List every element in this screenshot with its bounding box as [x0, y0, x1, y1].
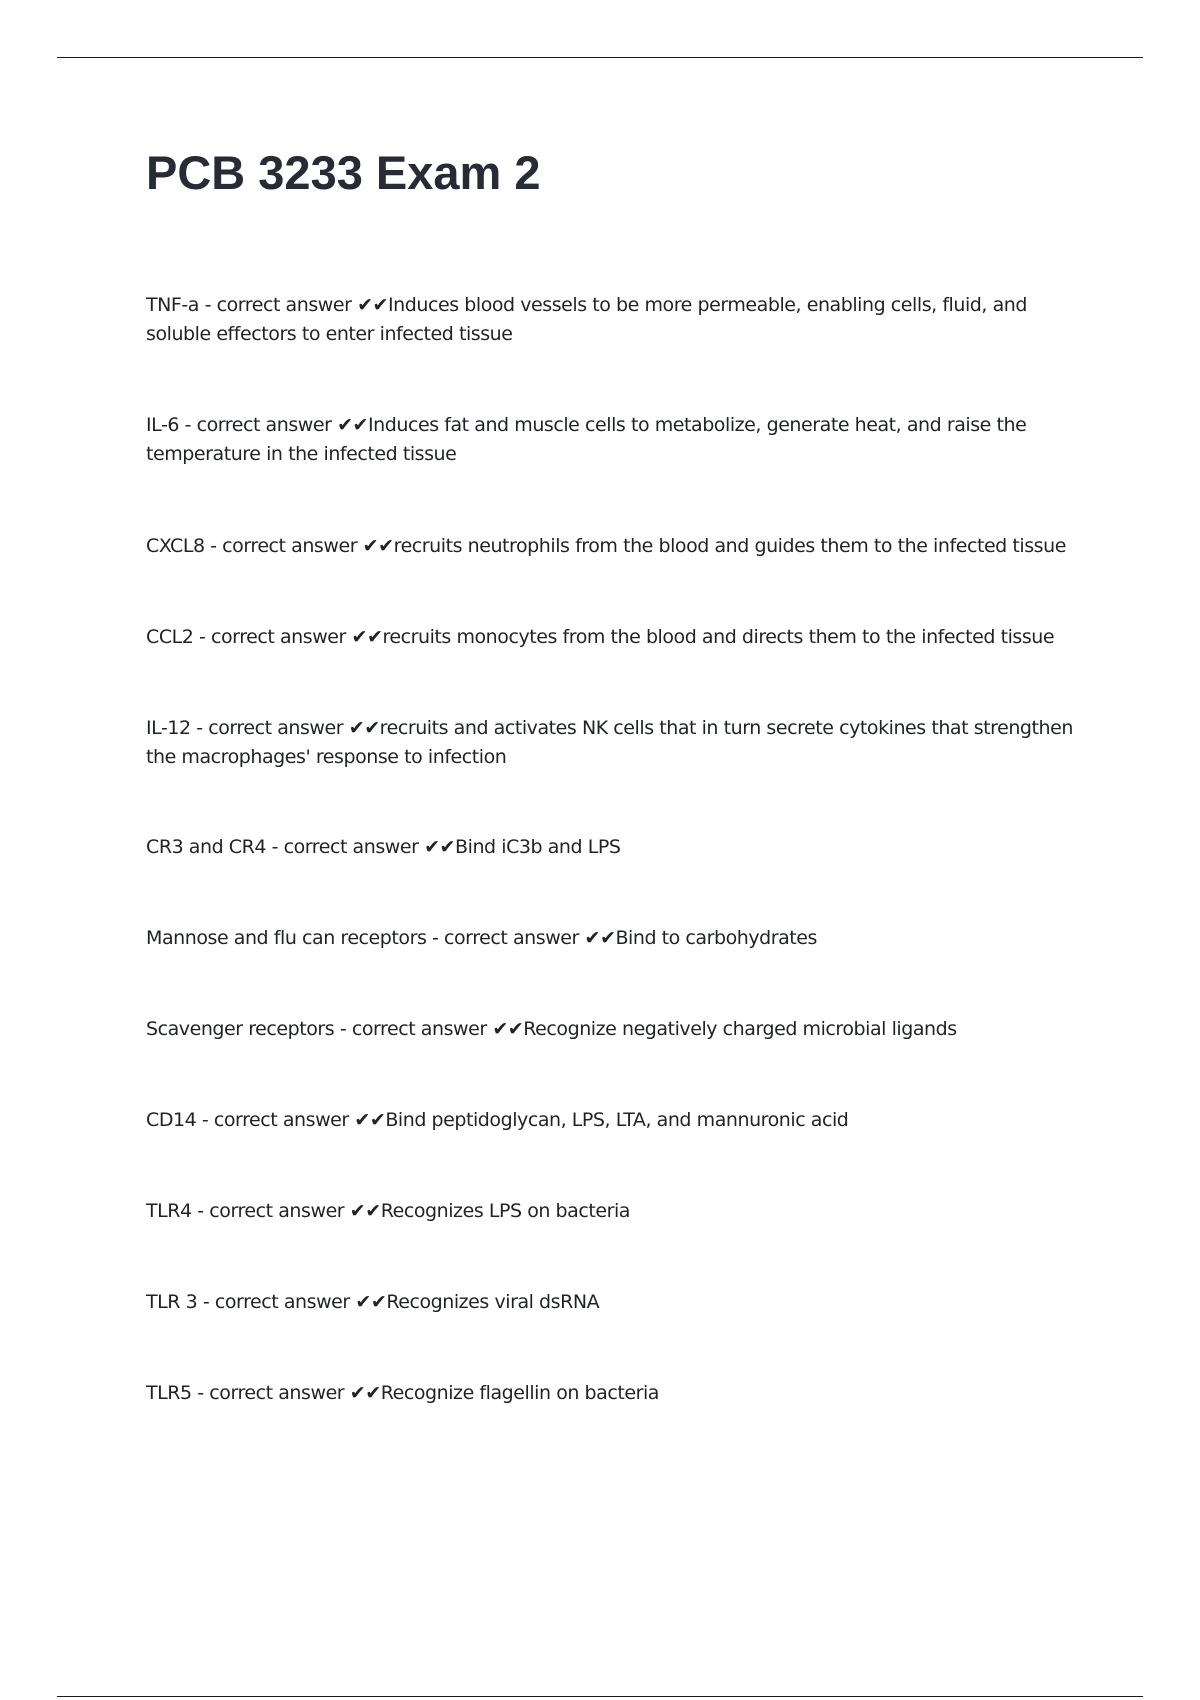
qa-separator: - correct answer — [193, 626, 352, 648]
qa-item — [146, 623, 1076, 652]
qa-item — [146, 1379, 1076, 1408]
double-check-icon: ✔✔ — [362, 535, 394, 557]
qa-term: IL-12 — [146, 717, 191, 739]
qa-answer: Bind iC3b and LPS — [455, 836, 621, 858]
qa-term: CR3 and CR4 — [146, 836, 266, 858]
qa-item — [146, 411, 1076, 469]
qa-item — [146, 924, 1076, 953]
double-check-icon: ✔✔ — [349, 1200, 381, 1222]
qa-answer: Induces fat and muscle cells to metabolize, generate heat, and raise the temperature in the infected tissue — [146, 414, 1027, 465]
qa-item — [146, 714, 1076, 772]
page-title: PCB 3233 Exam 2 — [146, 146, 541, 199]
bottom-rule — [57, 1696, 1143, 1697]
qa-term: IL-6 — [146, 414, 179, 436]
qa-term: Mannose and flu can receptors — [146, 927, 427, 949]
double-check-icon: ✔✔ — [357, 294, 389, 316]
qa-answer: Recognize negatively charged microbial ligands — [523, 1018, 957, 1040]
double-check-icon: ✔✔ — [349, 1382, 381, 1404]
qa-separator: - correct answer — [197, 1291, 356, 1313]
qa-item — [146, 1288, 1076, 1317]
double-check-icon: ✔✔ — [492, 1018, 524, 1040]
qa-separator: - correct answer — [179, 414, 338, 436]
qa-separator: - correct answer — [191, 1382, 350, 1404]
qa-item — [146, 1197, 1076, 1226]
qa-term: Scavenger receptors — [146, 1018, 335, 1040]
qa-answer: Recognizes LPS on bacteria — [380, 1200, 630, 1222]
qa-separator: - correct answer — [196, 1109, 355, 1131]
qa-term: TLR4 — [146, 1200, 192, 1222]
qa-answer: recruits neutrophils from the blood and guides them to the infected tissue — [393, 535, 1066, 557]
qa-answer: Bind peptidoglycan, LPS, LTA, and mannuronic acid — [385, 1109, 849, 1131]
double-check-icon: ✔✔ — [354, 1109, 386, 1131]
qa-answer: Induces blood vessels to be more permeable, enabling cells, fluid, and soluble effectors to enter infected tissue — [146, 294, 1027, 345]
qa-separator: - correct answer — [266, 836, 425, 858]
qa-answer: Recognize flagellin on bacteria — [380, 1382, 659, 1404]
qa-item — [146, 1015, 1076, 1044]
qa-item — [146, 532, 1076, 561]
top-rule — [57, 57, 1143, 58]
qa-item — [146, 291, 1076, 349]
qa-term: TLR 3 — [146, 1291, 198, 1313]
qa-answer: Bind to carbohydrates — [615, 927, 817, 949]
qa-answer: recruits and activates NK cells that in turn secrete cytokines that strengthen the macrophages' response to infection — [146, 717, 1073, 768]
qa-separator: - correct answer — [204, 535, 363, 557]
qa-term: CCL2 — [146, 626, 194, 648]
double-check-icon: ✔✔ — [337, 414, 369, 436]
qa-separator: - correct answer — [334, 1018, 493, 1040]
qa-term: TLR5 — [146, 1382, 192, 1404]
qa-item — [146, 833, 1076, 862]
double-check-icon: ✔✔ — [355, 1291, 387, 1313]
qa-separator: - correct answer — [190, 717, 349, 739]
qa-separator: - correct answer — [191, 1200, 350, 1222]
double-check-icon: ✔✔ — [348, 717, 380, 739]
double-check-icon: ✔✔ — [584, 927, 616, 949]
double-check-icon: ✔✔ — [424, 836, 456, 858]
double-check-icon: ✔✔ — [351, 626, 383, 648]
qa-term: CXCL8 — [146, 535, 205, 557]
qa-item — [146, 1106, 1076, 1135]
qa-term: CD14 — [146, 1109, 197, 1131]
qa-separator: - correct answer — [199, 294, 358, 316]
qa-term: TNF-a — [146, 294, 199, 316]
qa-separator: - correct answer — [426, 927, 585, 949]
qa-answer: Recognizes viral dsRNA — [386, 1291, 600, 1313]
qa-answer: recruits monocytes from the blood and directs them to the infected tissue — [382, 626, 1055, 648]
